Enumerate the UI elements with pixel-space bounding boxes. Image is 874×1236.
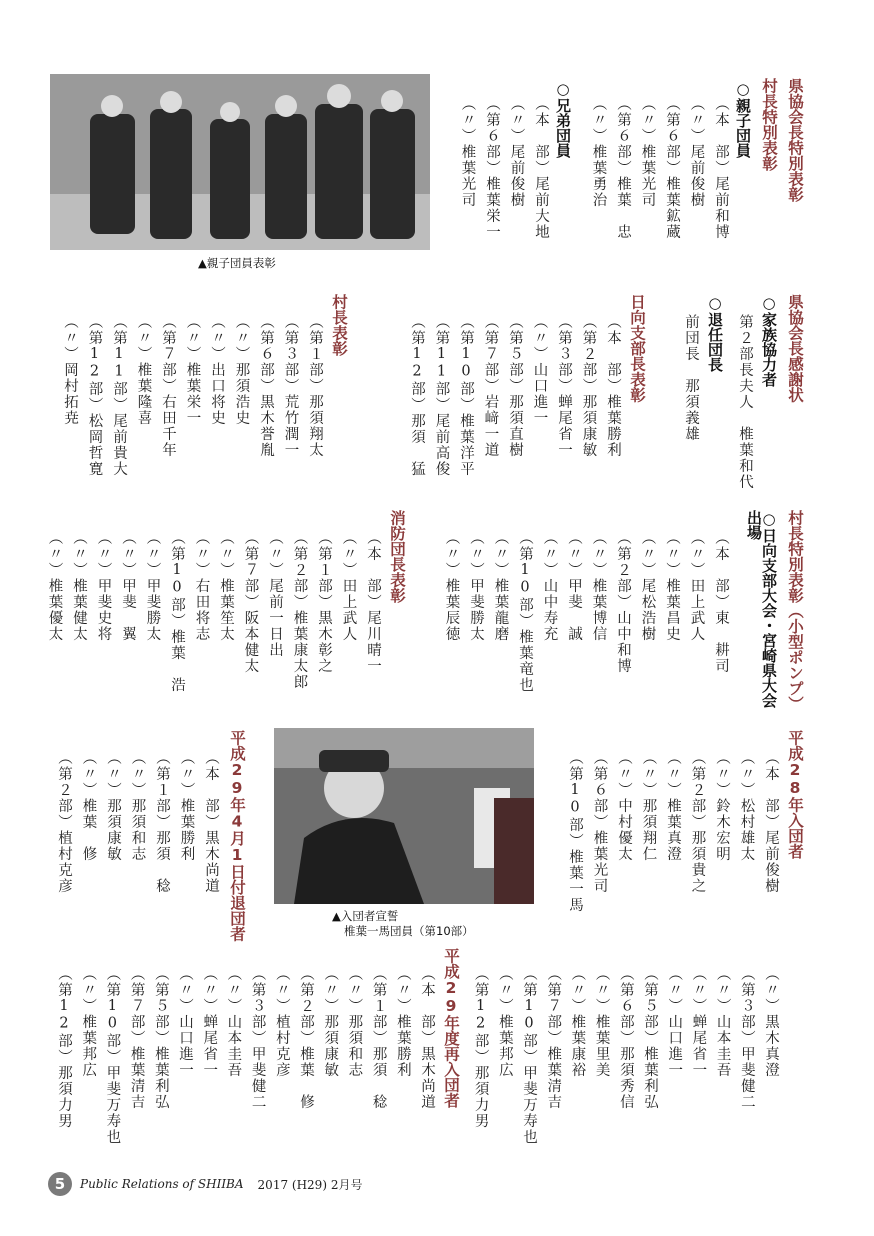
member-entry: （本 部）尾前俊樹: [763, 750, 779, 894]
photo-caption-oyako: ▲親子団員表彰: [198, 256, 276, 270]
member-entry: （〃）椎葉勝利: [394, 966, 411, 1078]
member-entry: （〃）椎葉優太: [46, 530, 63, 642]
member-entry: （〃）椎葉健太: [71, 530, 87, 642]
member-entry: （第７部）椎葉清吉: [128, 966, 145, 1110]
member-entry: （第３部）荒竹潤一: [282, 314, 299, 458]
member-entry: （〃）尾前一日出: [267, 530, 283, 658]
member-entry: （第６部）黒木誉胤: [258, 314, 274, 458]
member-entry: （〃）椎葉邦広: [80, 966, 97, 1078]
member-entry: （〃）椎葉隆喜: [135, 314, 152, 426]
member-entry: （〃）椎葉辰徳: [443, 530, 460, 642]
member-entry: （第１部）黒木彰之: [316, 530, 332, 674]
member-entry: （〃）甲斐史将: [95, 530, 112, 642]
section-title-hyuga-shibucho: 日向支部長表彰: [628, 294, 646, 403]
member-entry: （〃）甲斐勝太: [468, 530, 484, 642]
member-entry: （第２部）椎葉康太郎: [291, 530, 308, 690]
member-entry: （〃）鈴木宏明: [714, 750, 730, 862]
member-entry: （〃）植村克彦: [273, 966, 290, 1078]
member-entry: （〃）椎葉博信: [590, 530, 607, 642]
section-title-shobodancho: 消防団長表彰: [388, 510, 406, 603]
member-entry: 前団長 那須義雄: [683, 314, 699, 442]
member-entry: （〃）田上武人: [688, 530, 705, 642]
member-entry: （第７部）椎葉清吉: [545, 966, 562, 1110]
group-title-tainin: ○退任団長: [706, 294, 724, 372]
member-entry: （第12部）松岡哲寛: [86, 314, 103, 477]
section-title-kenkyokai-kanshajo: 県協会長感謝状: [786, 294, 804, 403]
member-entry: （〃）右田将志: [193, 530, 210, 642]
member-entry: （〃）蝉尾省一: [690, 966, 707, 1078]
member-entry: （第５部）椎葉利弘: [152, 966, 169, 1110]
section-subtitle-soncho-tokubetsu: 村長特別表彰: [760, 78, 778, 171]
member-entry: （第10部）甲斐万寿也: [521, 966, 537, 1145]
member-entry: （〃）蝉尾省一: [201, 966, 218, 1078]
member-entry: （第５部）椎葉利弘: [642, 966, 658, 1110]
group-title-oyako: ○親子団員: [734, 80, 752, 158]
section-title-h29-sainyudan: 平成29年度再入団者: [442, 948, 460, 1108]
member-entry: （第６部）椎葉鉱蔵: [664, 96, 680, 240]
member-entry: （〃）椎葉光司: [639, 96, 656, 208]
ceremony-photo-icon: [50, 74, 430, 250]
member-entry: （〃）山口進一: [177, 966, 193, 1078]
member-entry: （第12部）那須力男: [472, 966, 489, 1129]
member-entry: （〃）那須康敏: [105, 750, 121, 862]
member-entry: （〃）出口将史: [209, 314, 225, 426]
member-entry: （〃）岡村拓尭: [62, 314, 78, 426]
member-entry: （第10部）甲斐万寿也: [104, 966, 121, 1145]
member-entry: （〃）田上武人: [340, 530, 357, 642]
member-entry: （第６部）椎葉栄一: [484, 96, 500, 240]
member-entry: （〃）椎葉光司: [459, 96, 476, 208]
member-entry: （第６部）椎葉光司: [591, 750, 608, 894]
member-entry: （第６部）那須秀信: [617, 966, 634, 1110]
member-entry: （本 部）椎葉勝利: [605, 314, 621, 458]
member-entry: （第７部）右田千年: [160, 314, 176, 458]
member-entry: （第３部）蝉尾省一: [556, 314, 572, 458]
member-entry: 第２部長夫人 椎葉和代: [737, 314, 753, 490]
member-entry: （〃）尾前俊樹: [508, 96, 525, 208]
member-entry: （第10部）椎葉一馬: [567, 750, 583, 913]
member-entry: （〃）椎葉真澄: [665, 750, 681, 862]
member-entry: （〃）中村優太: [616, 750, 632, 862]
page-number: 5: [48, 1172, 72, 1196]
section-title-soncho-pump: 村長特別表彰（小型ポンプ）: [786, 510, 804, 712]
member-entry: （〃）椎葉邦広: [496, 966, 513, 1078]
photo-nyudan-sensei: [274, 728, 534, 904]
member-entry: （〃）椎葉昌史: [664, 530, 680, 642]
section-title-kenkyokai-tokubetsu: 県協会長特別表彰: [786, 78, 804, 202]
magazine-title: Public Relations of SHIIBA: [80, 1177, 244, 1191]
member-entry: （第２部）那須貴之: [689, 750, 706, 894]
group-title-kazoku: ○家族協力者: [760, 294, 778, 387]
member-entry: （第６部）椎葉 忠: [615, 96, 631, 240]
member-entry: （〃）松村雄太: [738, 750, 755, 862]
member-entry: （本 部）尾前和博: [713, 96, 729, 240]
member-entry: （本 部）東 耕司: [713, 530, 729, 674]
member-entry: （第10部）椎葉洋平: [458, 314, 474, 477]
member-entry: （第２部）那須康敏: [580, 314, 597, 458]
member-entry: （〃）那須康敏: [322, 966, 339, 1078]
member-entry: （第10部）椎葉 浩: [169, 530, 185, 693]
photo-oyako-hyosho: [50, 74, 430, 250]
member-entry: （本 部）尾前大地: [533, 96, 549, 240]
member-entry: （〃）椎葉龍磨: [492, 530, 509, 642]
member-entry: （第12部）那須 猛: [409, 314, 425, 477]
section-title-h29-taidan: 平成29年4月1日付退団者: [228, 730, 246, 942]
member-entry: （〃）椎葉里美: [593, 966, 610, 1078]
member-entry: （本 部）黒木尚道: [203, 750, 219, 894]
member-entry: （第11部）尾前貴大: [111, 314, 127, 477]
member-entry: （本 部）黒木尚道: [419, 966, 435, 1110]
member-entry: （〃）椎葉康裕: [569, 966, 586, 1078]
member-entry: （〃）那須翔仁: [640, 750, 657, 862]
member-entry: （第５部）那須直樹: [507, 314, 523, 458]
member-entry: （〃）甲斐勝太: [144, 530, 161, 642]
member-entry: （〃）那須和志: [129, 750, 146, 862]
member-entry: （第７部）岩﨑一道: [482, 314, 499, 458]
member-entry: （〃）椎葉笙太: [218, 530, 234, 642]
member-entry: （〃）椎葉栄一: [184, 314, 201, 426]
photo-caption-nyudan-1: ▲入団者宣誓: [332, 909, 399, 923]
page-footer: [48, 1172, 362, 1196]
member-entry: （第２部）椎葉 修: [298, 966, 314, 1110]
member-entry: （〃）椎葉勝利: [178, 750, 195, 862]
member-entry: （第７部）阪本健太: [242, 530, 259, 674]
member-entry: （〃）山口進一: [531, 314, 548, 426]
member-entry: （〃）山口進一: [666, 966, 683, 1078]
member-entry: （〃）山本圭吾: [714, 966, 731, 1078]
member-entry: （〃）黒木真澄: [763, 966, 779, 1078]
member-entry: （〃）尾前俊樹: [688, 96, 705, 208]
photo-caption-nyudan-2: 椎葉一馬団員（第10部）: [344, 924, 474, 938]
section-title-soncho: 村長表彰: [330, 294, 348, 356]
member-entry: （本 部）尾川晴一: [365, 530, 381, 674]
member-entry: （〃）山本圭吾: [225, 966, 242, 1078]
member-entry: （〃）甲斐 誠: [566, 530, 582, 642]
member-entry: （第２部）山中和博: [615, 530, 631, 674]
member-entry: （第１部）那須 稔: [370, 966, 387, 1110]
member-entry: （〃）甲斐 翼: [120, 530, 136, 642]
section-title-h28-nyudan: 平成28年入団者: [786, 730, 804, 859]
member-entry: （〃）椎葉勇治: [590, 96, 607, 208]
pledge-photo-icon: [274, 728, 534, 904]
group-title-hyuga-taikai: ○日向支部大会・宮崎県大会出場: [745, 510, 778, 708]
member-entry: （第12部）那須力男: [56, 966, 72, 1129]
member-entry: （〃）尾松浩樹: [639, 530, 656, 642]
member-entry: （〃）那須浩史: [233, 314, 250, 426]
member-entry: （第３部）甲斐健二: [249, 966, 266, 1110]
member-entry: （第２部）植村克彦: [56, 750, 72, 894]
group-title-kyodai: ○兄弟団員: [554, 80, 572, 158]
member-entry: （〃）椎葉 修: [80, 750, 97, 862]
member-entry: （〃）山中寿充: [541, 530, 558, 642]
issue-label: 2017 (H29) 2月号: [257, 1177, 363, 1192]
member-entry: （第10部）椎葉竜也: [517, 530, 533, 693]
member-entry: （第３部）甲斐健二: [738, 966, 755, 1110]
member-entry: （第11部）尾前高俊: [433, 314, 450, 477]
member-entry: （第１部）那須翔太: [307, 314, 323, 458]
member-entry: （〃）那須和志: [346, 966, 363, 1078]
member-entry: （第１部）那須 稔: [154, 750, 170, 894]
